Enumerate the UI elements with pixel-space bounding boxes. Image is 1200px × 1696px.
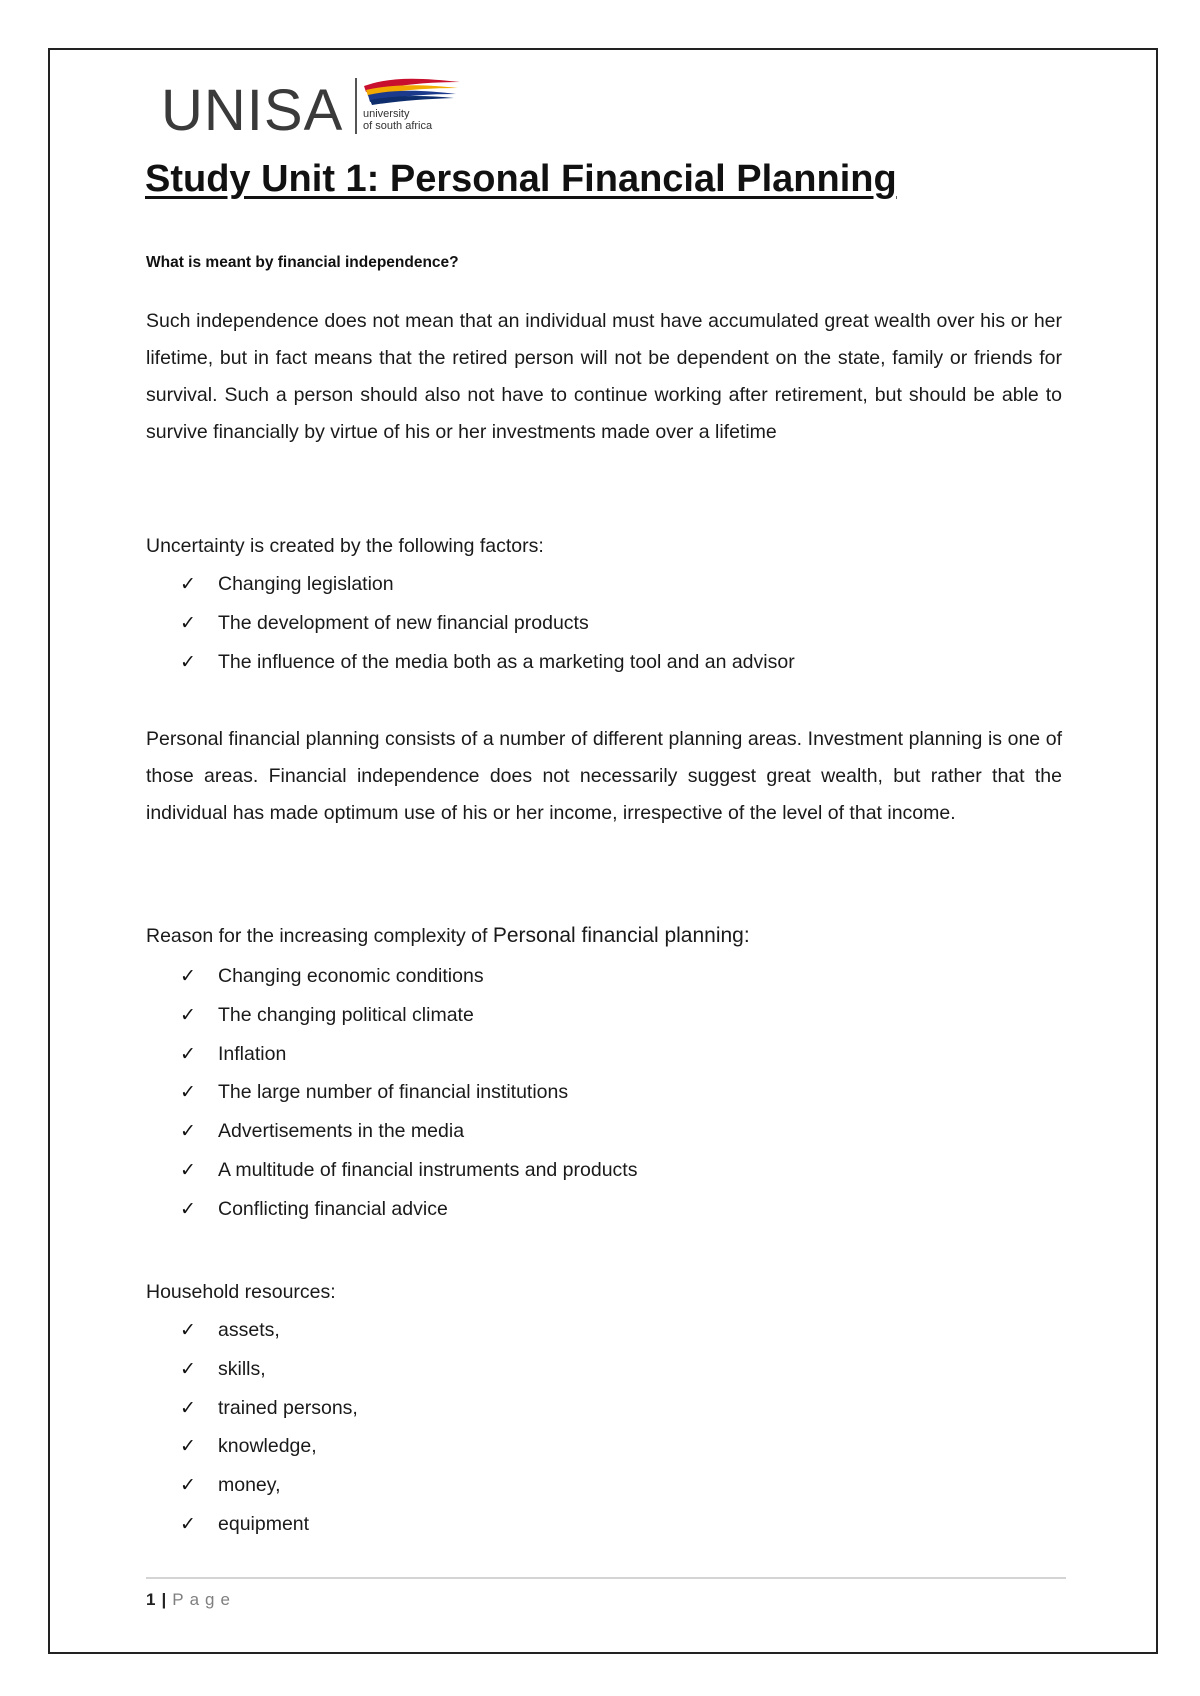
unisa-logo (147, 68, 467, 148)
uncertainty-list (180, 572, 795, 688)
footer-separator: | (161, 1590, 167, 1609)
list-item (180, 1158, 637, 1197)
list-item-text: money, (218, 1474, 281, 1497)
logo-subtitle-line2: of south africa (363, 120, 433, 132)
check-icon: ✓ (180, 574, 196, 595)
uncertainty-heading: Uncertainty is created by the following factors: (146, 535, 544, 557)
list-item (180, 1318, 358, 1357)
check-icon: ✓ (180, 1436, 196, 1458)
page-number: 1 (146, 1590, 156, 1609)
page-title: Study Unit 1: Personal Financial Planning (145, 158, 897, 200)
list-item-text: skills, (218, 1357, 266, 1380)
list-item (180, 964, 637, 1003)
list-item (180, 1434, 358, 1473)
list-item (180, 650, 795, 689)
check-icon: ✓ (180, 1320, 196, 1341)
list-item (180, 1080, 637, 1119)
household-list (180, 1318, 358, 1551)
footer-divider (146, 1577, 1066, 1579)
reason-heading (146, 924, 750, 948)
check-icon: ✓ (180, 1397, 196, 1419)
list-item-text: Conflicting financial advice (218, 1197, 448, 1220)
list-item-text: trained persons, (218, 1396, 358, 1419)
reason-heading-part2: Personal financial planning: (492, 924, 750, 947)
check-icon: ✓ (180, 966, 196, 987)
reason-list (180, 964, 637, 1236)
list-item (180, 1357, 358, 1396)
list-item-text: assets, (218, 1319, 280, 1341)
page-footer (146, 1590, 236, 1610)
check-icon: ✓ (180, 1358, 196, 1380)
check-icon: ✓ (180, 1004, 196, 1026)
list-item (180, 1473, 358, 1512)
check-icon: ✓ (180, 1475, 196, 1497)
list-item (180, 1512, 358, 1551)
household-heading: Household resources: (146, 1281, 336, 1303)
list-item-text: A multitude of financial instruments and products (218, 1158, 638, 1181)
question-heading: What is meant by financial independence? (146, 254, 459, 271)
reason-heading-part1: Reason for the increasing complexity of (146, 925, 493, 947)
list-item-text: The development of new financial products (218, 611, 589, 634)
check-icon: ✓ (180, 1159, 196, 1181)
list-item-text: Inflation (218, 1042, 287, 1065)
flag-swoosh-icon (362, 76, 462, 106)
logo-subtitle-line1: university (363, 108, 410, 120)
list-item (180, 1003, 637, 1042)
list-item-text: The influence of the media both as a marketing tool and an advisor (218, 650, 795, 673)
list-item-text: Advertisements in the media (218, 1120, 465, 1143)
list-item-text: The changing political climate (218, 1003, 474, 1026)
list-item (180, 1119, 637, 1158)
list-item (180, 1042, 637, 1081)
logo-subtitle (363, 108, 432, 132)
list-item-text: knowledge, (218, 1435, 317, 1458)
logo-divider (355, 78, 357, 134)
list-item-text: The large number of financial institutions (218, 1081, 569, 1104)
check-icon: ✓ (180, 1082, 196, 1104)
list-item (180, 572, 795, 611)
list-item-text: Changing legislation (218, 573, 394, 595)
check-icon: ✓ (180, 1043, 196, 1065)
list-item (180, 611, 795, 650)
logo-wordmark: UNISA (161, 78, 344, 143)
check-icon: ✓ (180, 1198, 196, 1220)
page-label: Page (172, 1590, 236, 1609)
list-item-text: equipment (218, 1512, 310, 1535)
paragraph-planning-areas: Personal financial planning consists of a number of different planning areas. Investment planning is one of those areas. Financial independence does not necessarily suggest great wealth, but rather that the individual has made optimum use of his or her income, irrespective of the level of that income. (146, 728, 1062, 824)
list-item (180, 1396, 358, 1435)
list-item (180, 1197, 637, 1236)
list-item-text: Changing economic conditions (218, 965, 484, 987)
check-icon: ✓ (180, 612, 196, 634)
check-icon: ✓ (180, 1513, 196, 1535)
paragraph-financial-independence: Such independence does not mean that an individual must have accumulated great wealth over his or her lifetime, but in fact means that the retired person will not be dependent on the state, family or friends for survival. Such a person should also not have to continue working after retirement, but should be able to survive financially by virtue of his or her investments made over a lifetime (146, 310, 1062, 443)
check-icon: ✓ (180, 1121, 196, 1143)
check-icon: ✓ (180, 651, 196, 673)
